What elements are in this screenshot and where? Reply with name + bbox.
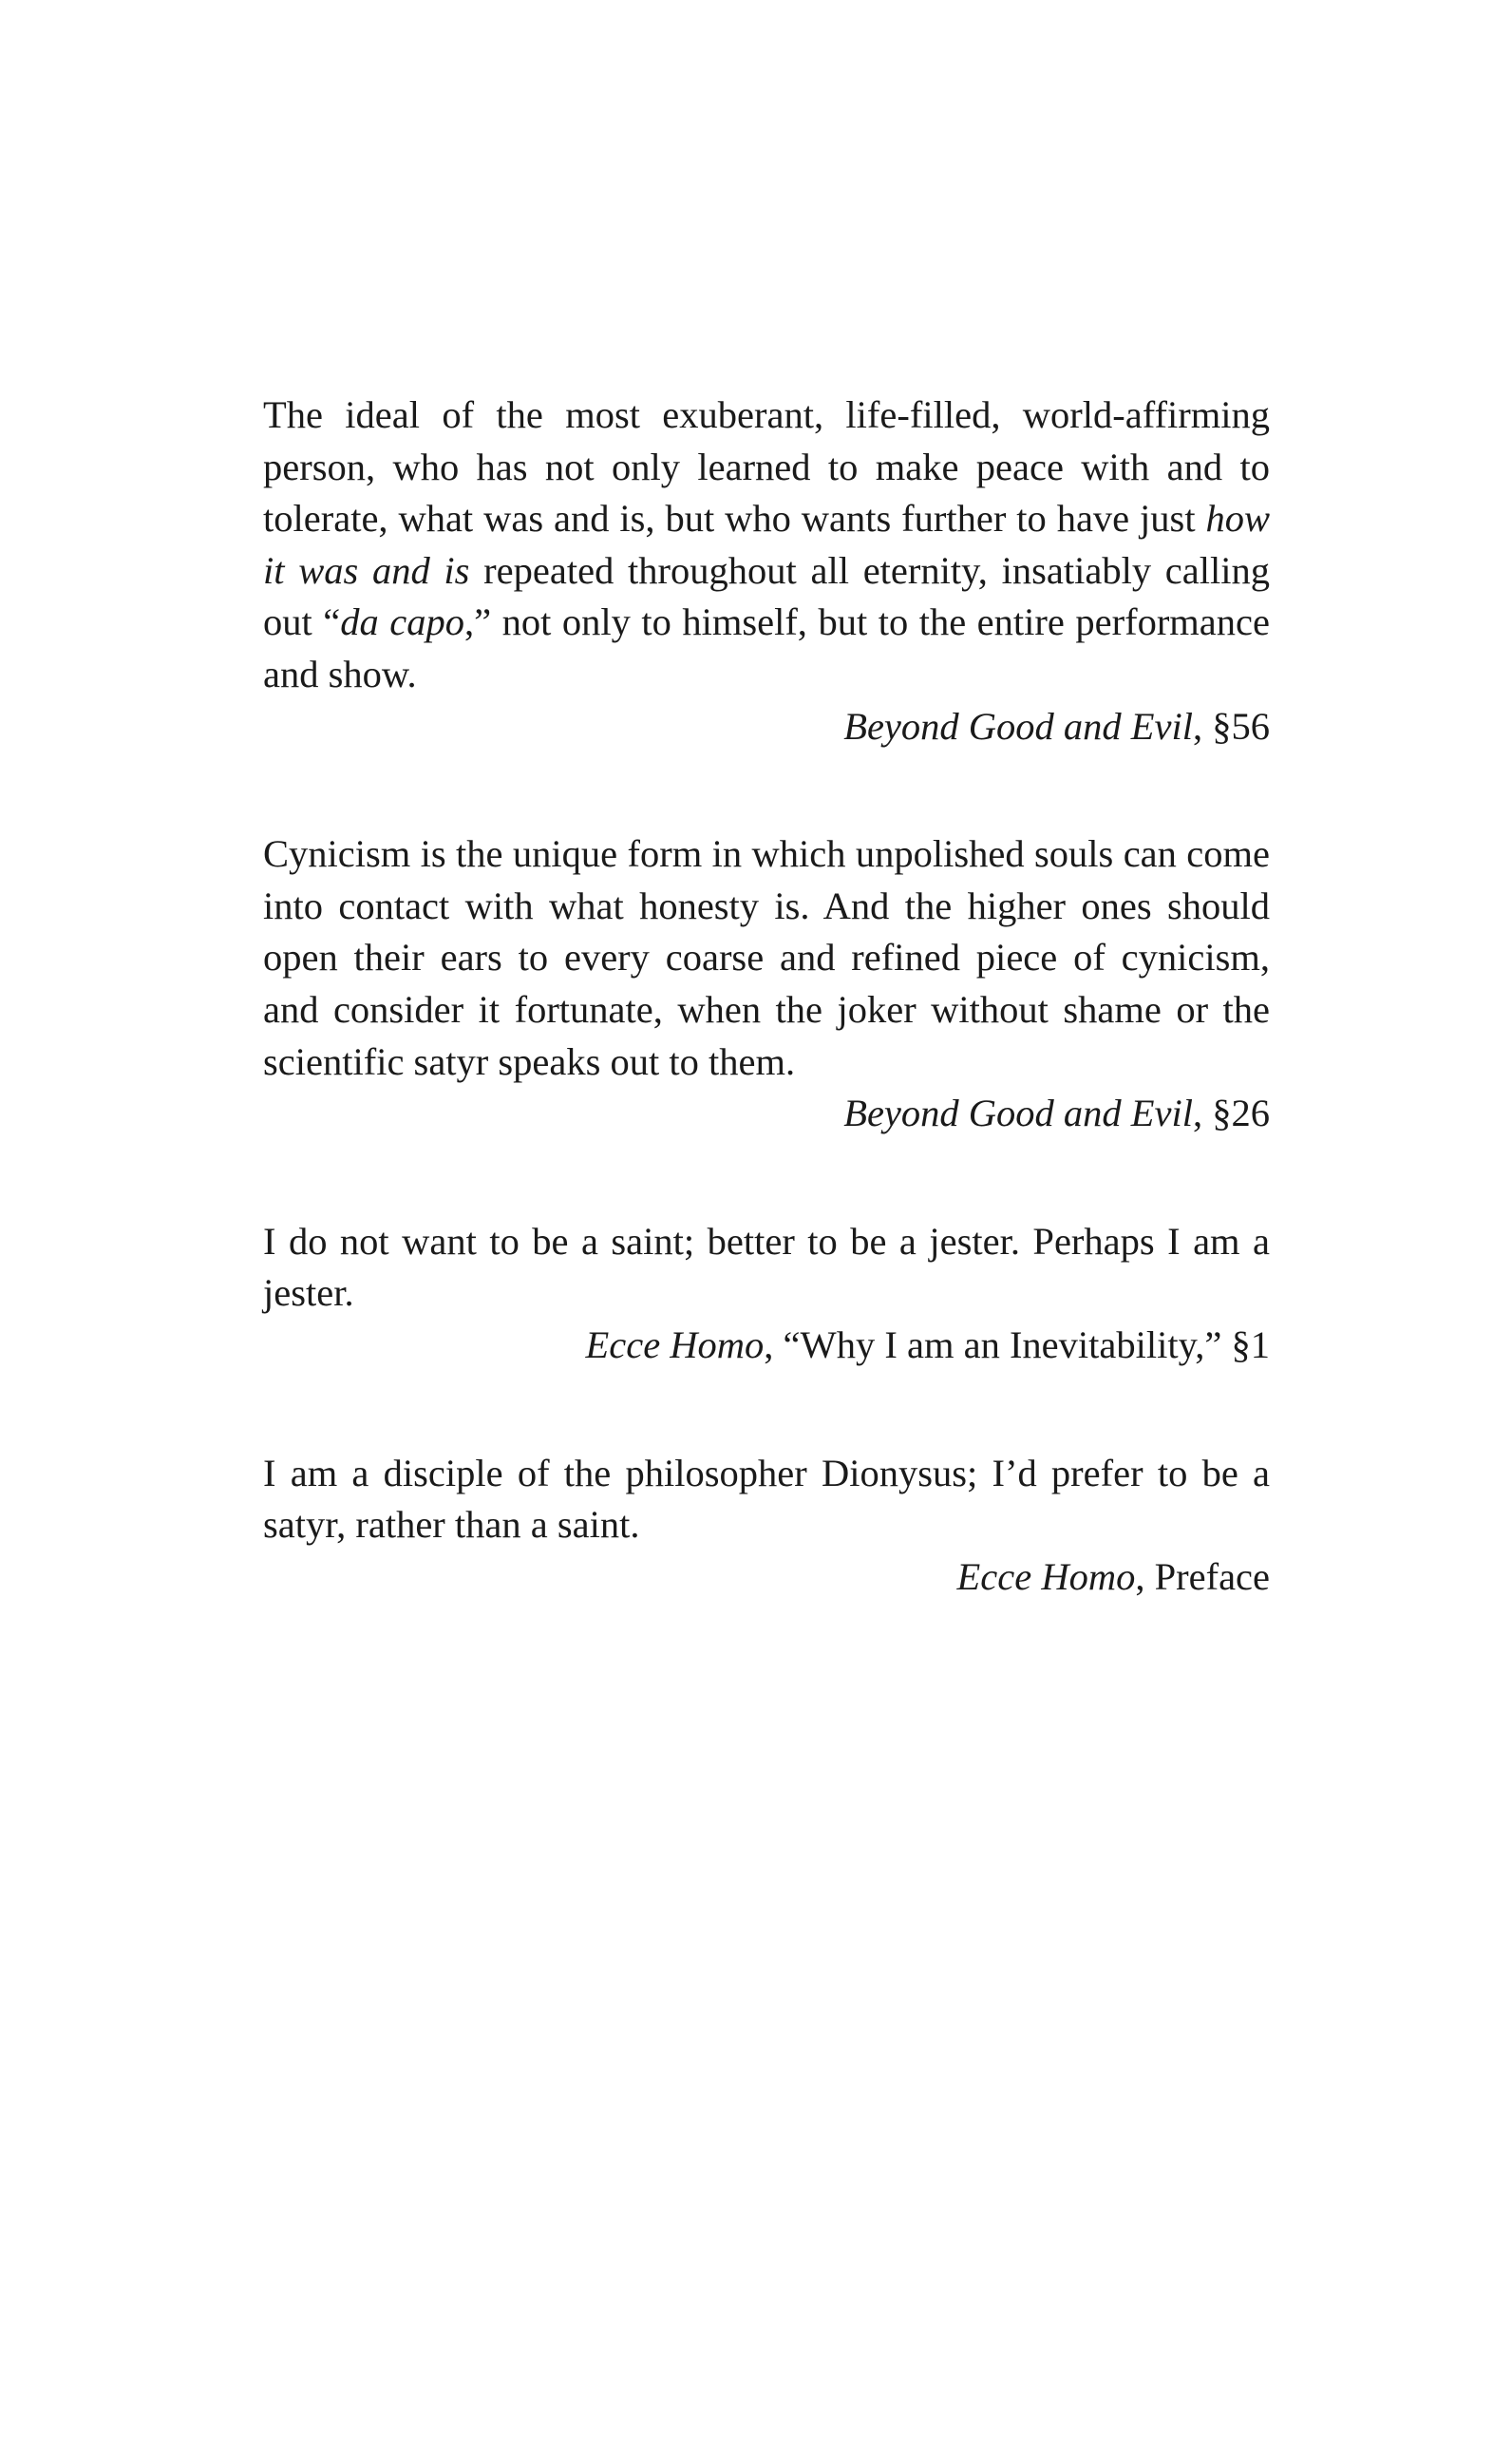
source-work: Ecce Homo xyxy=(956,1554,1136,1598)
epigraph-4 xyxy=(263,1448,1270,1604)
epigraph-quote xyxy=(263,390,1270,701)
epigraph-3 xyxy=(263,1216,1270,1372)
source-work: Ecce Homo xyxy=(585,1322,765,1366)
quote-italic: da capo xyxy=(340,600,464,644)
epigraph-source xyxy=(263,701,1270,753)
epigraph-quote: I am a disciple of the philosopher Dionysus; I’d prefer to be a satyr, rather than a saint. xyxy=(263,1451,1270,1547)
epigraph-source xyxy=(263,1320,1270,1372)
quote-text: repeated throughout all eternity, insatiably calling out “ xyxy=(263,548,1270,644)
epigraph-quote: Cynicism is the unique form in which unpolished souls can come into contact with what honesty is. And the higher ones should open their ears to every coarse and refined piece of cynicism, and consider it fortunate, when the joker without shame or the scientific satyr speaks out to them. xyxy=(263,832,1270,1083)
source-section: , §56 xyxy=(1193,704,1270,748)
source-work: Beyond Good and Evil xyxy=(843,704,1193,748)
quote-italic: how it was and is xyxy=(263,497,1270,592)
epigraph-page xyxy=(263,390,1270,1603)
epigraph-source xyxy=(263,1088,1270,1140)
epigraph-source xyxy=(263,1551,1270,1604)
source-section: , §26 xyxy=(1193,1092,1270,1135)
quote-text: ,” not only to himself, but to the entire performance and show. xyxy=(263,600,1270,695)
epigraph-1 xyxy=(263,390,1270,752)
source-section: , Preface xyxy=(1135,1554,1270,1598)
epigraph-2 xyxy=(263,828,1270,1140)
quote-text: The ideal of the most exuberant, life-filled, world-affirming person, who has not only learned to make peace with and to tolerate, what was and is, but who wants further to have just xyxy=(263,393,1270,541)
source-section: , “Why I am an Inevitability,” §1 xyxy=(764,1322,1270,1366)
epigraph-quote: I do not want to be a saint; better to be a jester. Perhaps I am a jester. xyxy=(263,1219,1270,1315)
source-work: Beyond Good and Evil xyxy=(843,1092,1193,1135)
